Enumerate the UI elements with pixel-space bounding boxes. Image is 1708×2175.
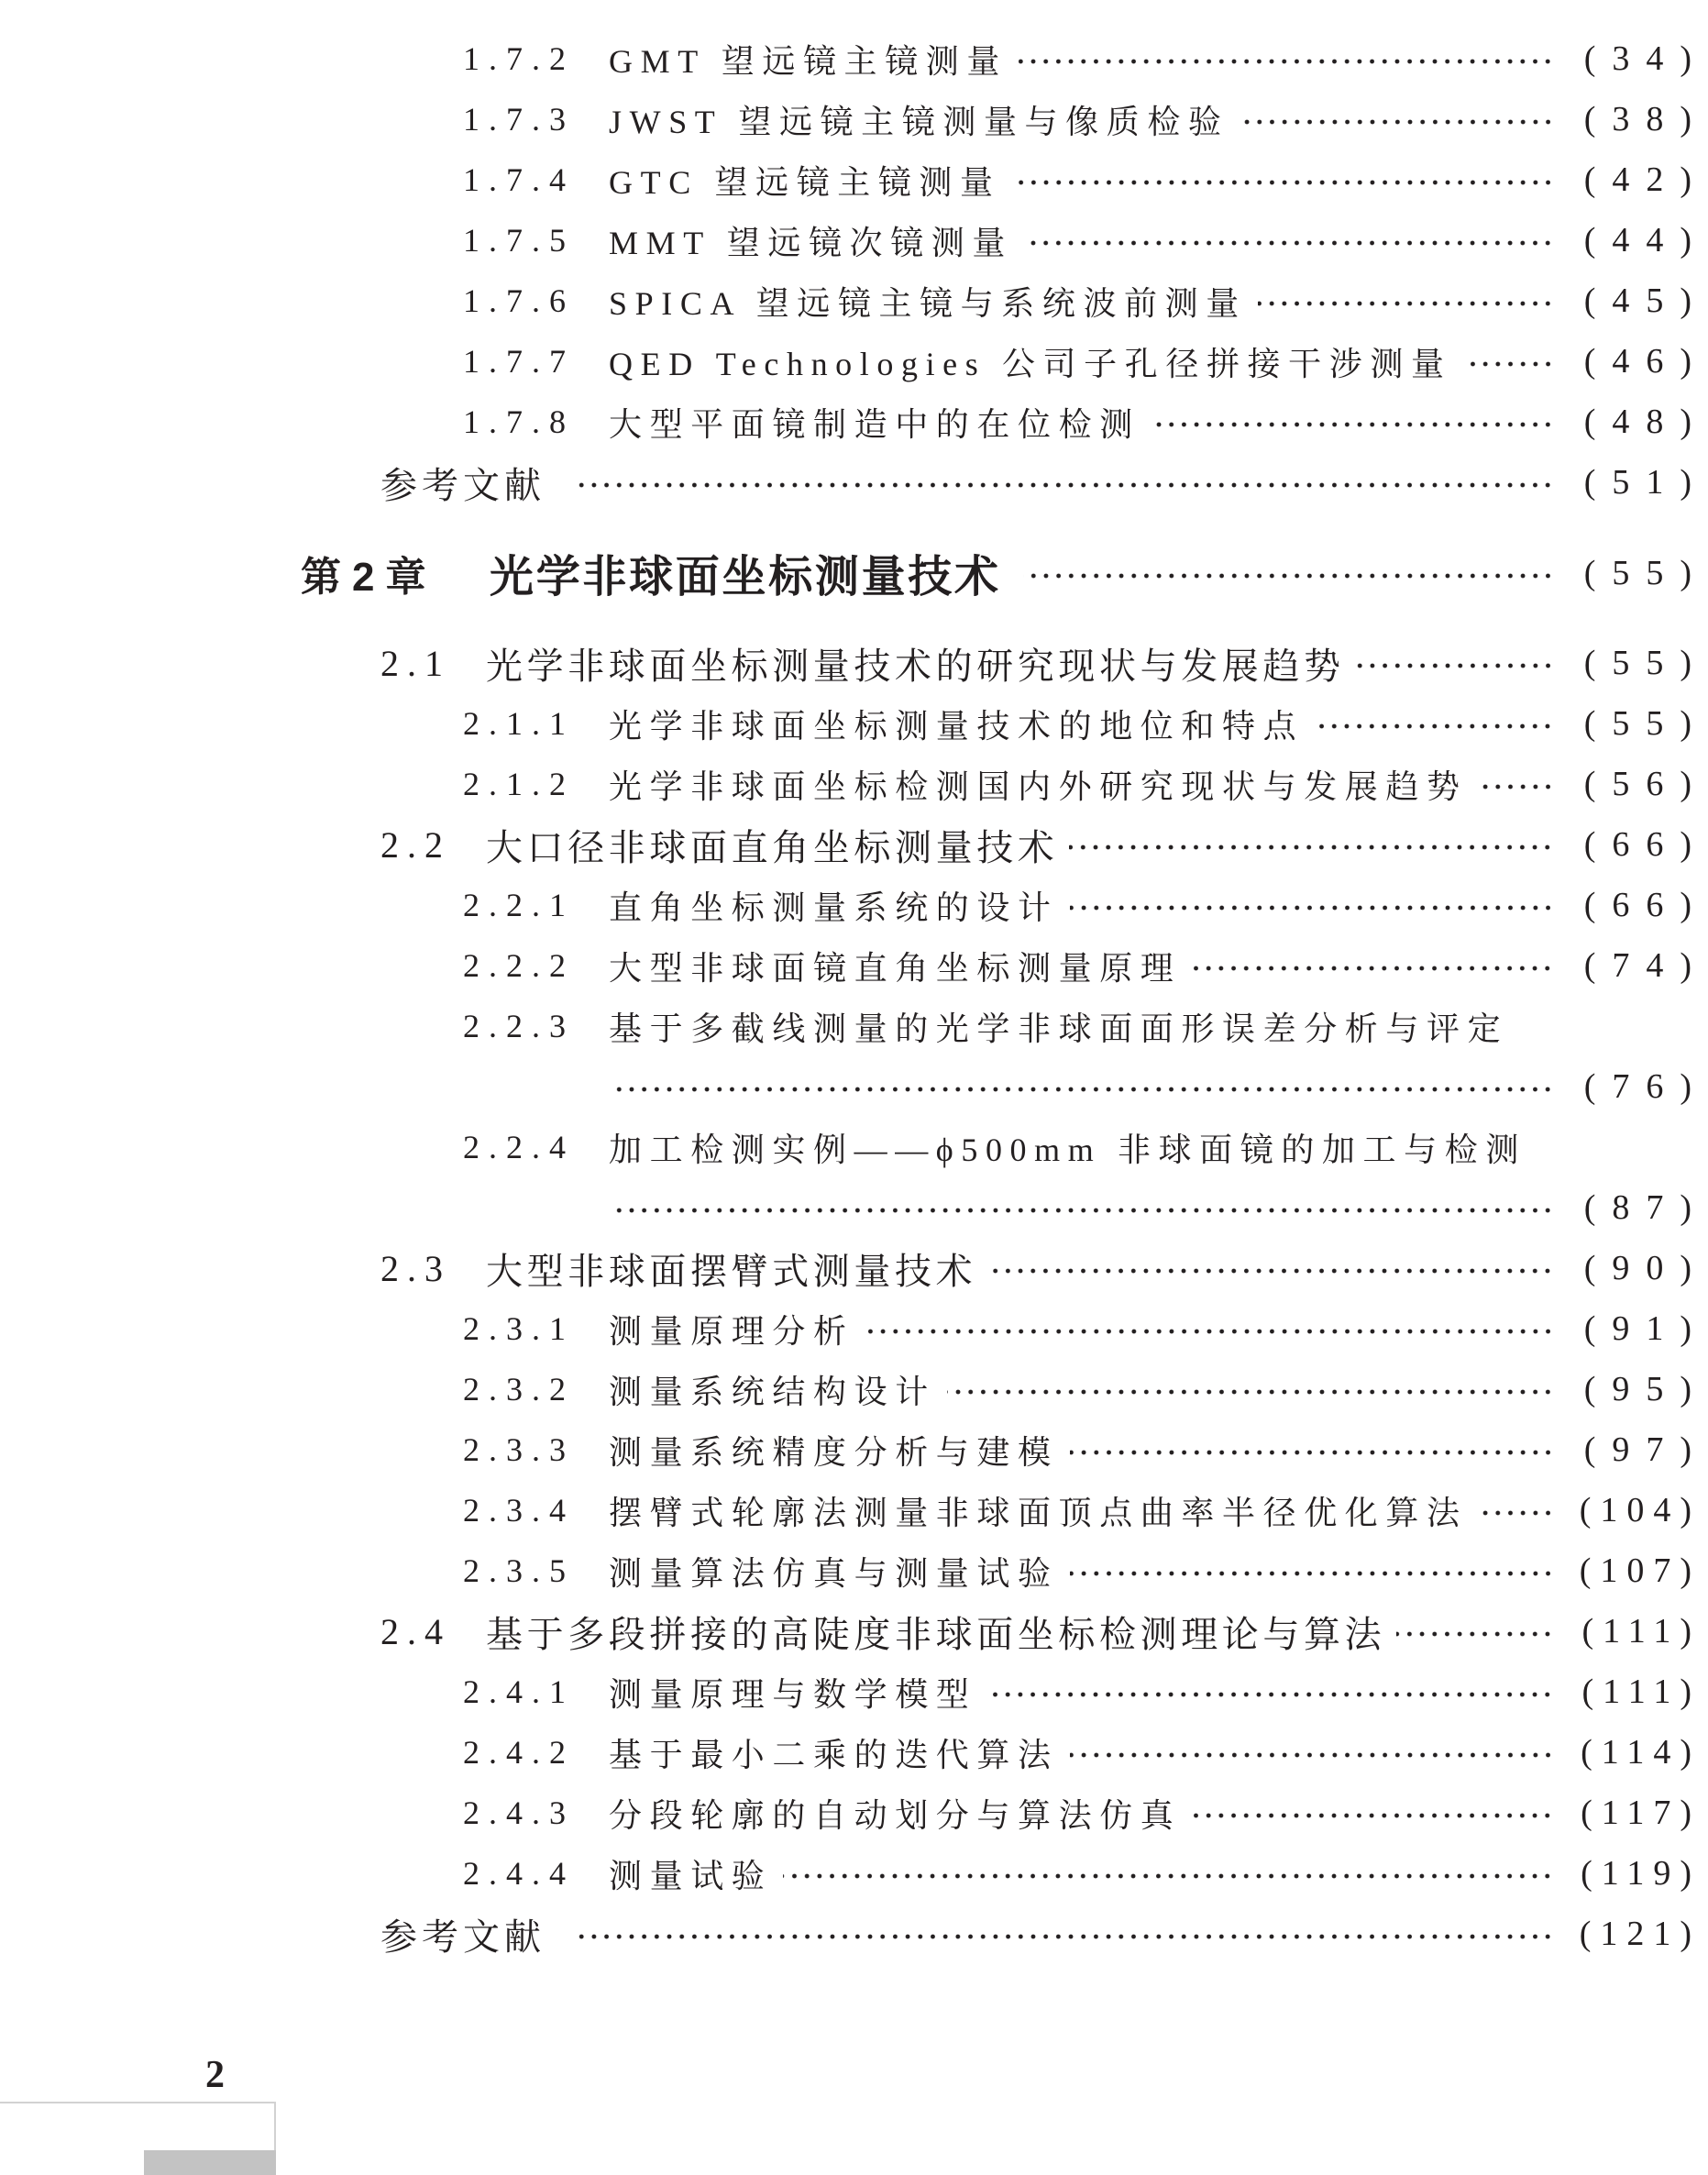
toc-entry-references: [0, 452, 1708, 513]
dot-leader: [1019, 56, 1554, 67]
entry-number: 2.2.4: [463, 1129, 575, 1165]
entry-title: SPICA 望远镜主镜与系统波前测量: [609, 284, 1247, 322]
entry-page: (90): [1583, 1249, 1708, 1287]
entry-page: (38): [1583, 100, 1708, 138]
entry-title: 大型非球面摆臂式测量技术: [486, 1250, 977, 1292]
toc-entry: [0, 1298, 1708, 1359]
dot-leader: [1070, 902, 1554, 913]
entry-page: (117): [1581, 1794, 1701, 1832]
entry-number: 1.7.6: [463, 282, 575, 319]
dot-leader: [1024, 237, 1554, 248]
entry-title: 参考文献: [380, 1916, 545, 1958]
entry-title: 直角坐标测量系统的设计: [609, 889, 1059, 926]
entry-title: 光学非球面坐标检测国内外研究现状与发展趋势: [609, 767, 1468, 805]
entry-page: (74): [1583, 946, 1708, 985]
dot-leader: [1356, 660, 1554, 671]
dot-leader: [1315, 721, 1554, 732]
entry-title: 测量原理分析: [609, 1312, 854, 1350]
entry-title: 大型非球面镜直角坐标测量原理: [609, 949, 1182, 987]
dot-leader: [1152, 419, 1554, 430]
entry-page: (87): [1583, 1188, 1708, 1227]
entry-title: GTC 望远镜主镜测量: [609, 163, 1001, 201]
entry-page: (114): [1581, 1733, 1701, 1772]
entry-number: 2.4: [380, 1610, 451, 1652]
dot-leader: [1069, 842, 1554, 853]
entry-number: 1.7.3: [463, 101, 575, 138]
entry-number: 2.4.1: [463, 1673, 575, 1710]
entry-title: 光学非球面坐标测量技术的地位和特点: [609, 707, 1305, 745]
entry-number: 2.1.2: [463, 766, 575, 802]
toc-entry: [0, 875, 1708, 935]
dot-leader: [1070, 1750, 1554, 1761]
table-of-contents: [0, 28, 1708, 1964]
toc-entry: [0, 996, 1708, 1056]
entry-number: 2.4.4: [463, 1855, 575, 1892]
toc-entry-continuation: [0, 1056, 1708, 1117]
dot-leader: [1012, 177, 1554, 188]
entry-page: (91): [1583, 1309, 1708, 1348]
entry-page: (55): [1583, 704, 1708, 743]
dot-leader: [1479, 1507, 1554, 1518]
dot-leader: [1258, 298, 1554, 309]
entry-title: 测量系统结构设计: [609, 1373, 936, 1410]
dot-leader: [1463, 359, 1554, 370]
toc-entry: [0, 1783, 1708, 1843]
entry-number: 1.7.7: [463, 343, 575, 380]
dot-leader: [616, 1084, 1554, 1095]
entry-page: (42): [1583, 160, 1708, 199]
entry-page: (104): [1579, 1491, 1701, 1529]
dot-leader: [987, 1689, 1554, 1700]
toc-entry: [0, 270, 1708, 331]
dot-leader: [1396, 1628, 1554, 1640]
gray-bar-decoration: [144, 2150, 276, 2175]
entry-page: (56): [1583, 765, 1708, 803]
dot-leader: [987, 1265, 1554, 1276]
dot-leader: [865, 1326, 1554, 1337]
toc-entry: [0, 693, 1708, 754]
entry-page: (111): [1581, 1673, 1701, 1711]
entry-number: 2.3.2: [463, 1371, 575, 1408]
entry-page: (55): [1583, 553, 1708, 592]
entry-number: 1.7.8: [463, 403, 575, 440]
entry-title: MMT 望远镜次镜测量: [609, 224, 1013, 261]
dot-leader: [616, 1205, 1554, 1216]
entry-title: 加工检测实例——ϕ500mm 非球面镜的加工与检测: [609, 1131, 1526, 1168]
entry-page: (34): [1583, 39, 1708, 78]
page-number: 2: [205, 2054, 225, 2096]
entry-title: 分段轮廓的自动划分与算法仿真: [609, 1796, 1182, 1834]
entry-page: (76): [1583, 1067, 1708, 1106]
toc-entry: [0, 331, 1708, 392]
entry-number: 1.7.5: [463, 222, 575, 259]
entry-title: JWST 望远镜主镜测量与像质检验: [609, 103, 1229, 140]
toc-entry: [0, 1480, 1708, 1540]
entry-page: (48): [1583, 403, 1708, 441]
entry-number: 2.3: [380, 1247, 451, 1289]
entry-title: 大口径非球面直角坐标测量技术: [486, 826, 1059, 868]
toc-entry: [0, 1359, 1708, 1419]
entry-number: 1.7.2: [463, 40, 575, 77]
entry-title: 大型平面镜制造中的在位检测: [609, 405, 1141, 443]
entry-page: (46): [1583, 342, 1708, 381]
entry-number: 2.3.5: [463, 1552, 575, 1589]
entry-title: 测量算法仿真与测量试验: [609, 1554, 1059, 1592]
entry-number: 2.3.3: [463, 1431, 575, 1468]
toc-entry: [0, 392, 1708, 452]
entry-page: (45): [1583, 282, 1708, 320]
entry-title: GMT 望远镜主镜测量: [609, 42, 1008, 80]
entry-page: (107): [1579, 1551, 1701, 1590]
entry-title: 基于多段拼接的高陡度非球面坐标检测理论与算法: [486, 1613, 1386, 1655]
toc-entry: [0, 1238, 1708, 1298]
entry-title: 测量系统精度分析与建模: [609, 1433, 1059, 1471]
chapter-heading: [0, 513, 1708, 633]
dot-leader: [1192, 963, 1554, 974]
toc-entry: [0, 754, 1708, 814]
entry-number: 2.4.3: [463, 1794, 575, 1831]
toc-entry: [0, 210, 1708, 270]
entry-title: 参考文献: [380, 464, 545, 506]
dot-leader: [1192, 1810, 1554, 1821]
entry-number: 2.2.3: [463, 1008, 575, 1044]
toc-entry: [0, 1540, 1708, 1601]
chapter-title: 光学非球面坐标测量技术: [490, 553, 1001, 602]
entry-page: (51): [1583, 463, 1708, 502]
toc-entry: [0, 1722, 1708, 1783]
dot-leader: [573, 1931, 1554, 1942]
toc-entry: [0, 633, 1708, 693]
toc-entry: [0, 1601, 1708, 1662]
entry-page: (66): [1583, 886, 1708, 924]
dot-leader: [573, 480, 1554, 491]
dot-leader: [1023, 570, 1554, 581]
entry-page: (121): [1579, 1915, 1701, 1953]
entry-page: (111): [1581, 1612, 1701, 1651]
entry-number: 2.2: [380, 823, 451, 866]
dot-leader: [947, 1386, 1554, 1397]
entry-title: 测量原理与数学模型: [609, 1675, 977, 1713]
entry-number: 2.3.4: [463, 1492, 575, 1529]
entry-number: 2.1: [380, 642, 451, 684]
entry-number: 2.1.1: [463, 705, 575, 742]
entry-page: (119): [1581, 1854, 1701, 1893]
entry-title: 光学非球面坐标测量技术的研究现状与发展趋势: [486, 645, 1345, 687]
entry-page: (97): [1583, 1430, 1708, 1469]
entry-title: 基于多截线测量的光学非球面面形误差分析与评定: [609, 1010, 1509, 1047]
entry-number: 2.2.1: [463, 887, 575, 923]
toc-entry: [0, 1843, 1708, 1904]
entry-page: (55): [1583, 644, 1708, 682]
entry-title: QED Technologies 公司子孔径拼接干涉测量: [609, 345, 1452, 382]
entry-number: 2.4.2: [463, 1734, 575, 1771]
dot-leader: [1070, 1447, 1554, 1458]
toc-entry: [0, 28, 1708, 89]
toc-entry-references: [0, 1904, 1708, 1964]
entry-number: 2.3.1: [463, 1310, 575, 1347]
chapter-number: 第2章: [301, 554, 437, 600]
dot-leader: [1479, 781, 1554, 792]
toc-entry: [0, 935, 1708, 996]
entry-title: 基于最小二乘的迭代算法: [609, 1736, 1059, 1773]
entry-title: 测量试验: [609, 1857, 773, 1894]
toc-entry: [0, 1419, 1708, 1480]
entry-number: 1.7.4: [463, 161, 575, 198]
dot-leader: [1240, 116, 1554, 127]
entry-page: (95): [1583, 1370, 1708, 1408]
toc-entry: [0, 149, 1708, 210]
toc-entry: [0, 89, 1708, 149]
entry-number: 2.2.2: [463, 947, 575, 984]
toc-entry: [0, 814, 1708, 875]
entry-page: (66): [1583, 825, 1708, 864]
toc-entry-continuation: [0, 1177, 1708, 1238]
toc-entry: [0, 1117, 1708, 1177]
entry-page: (44): [1583, 221, 1708, 259]
toc-entry: [0, 1662, 1708, 1722]
dot-leader: [783, 1871, 1554, 1882]
dot-leader: [1070, 1568, 1554, 1579]
entry-title: 摆臂式轮廓法测量非球面顶点曲率半径优化算法: [609, 1494, 1468, 1531]
